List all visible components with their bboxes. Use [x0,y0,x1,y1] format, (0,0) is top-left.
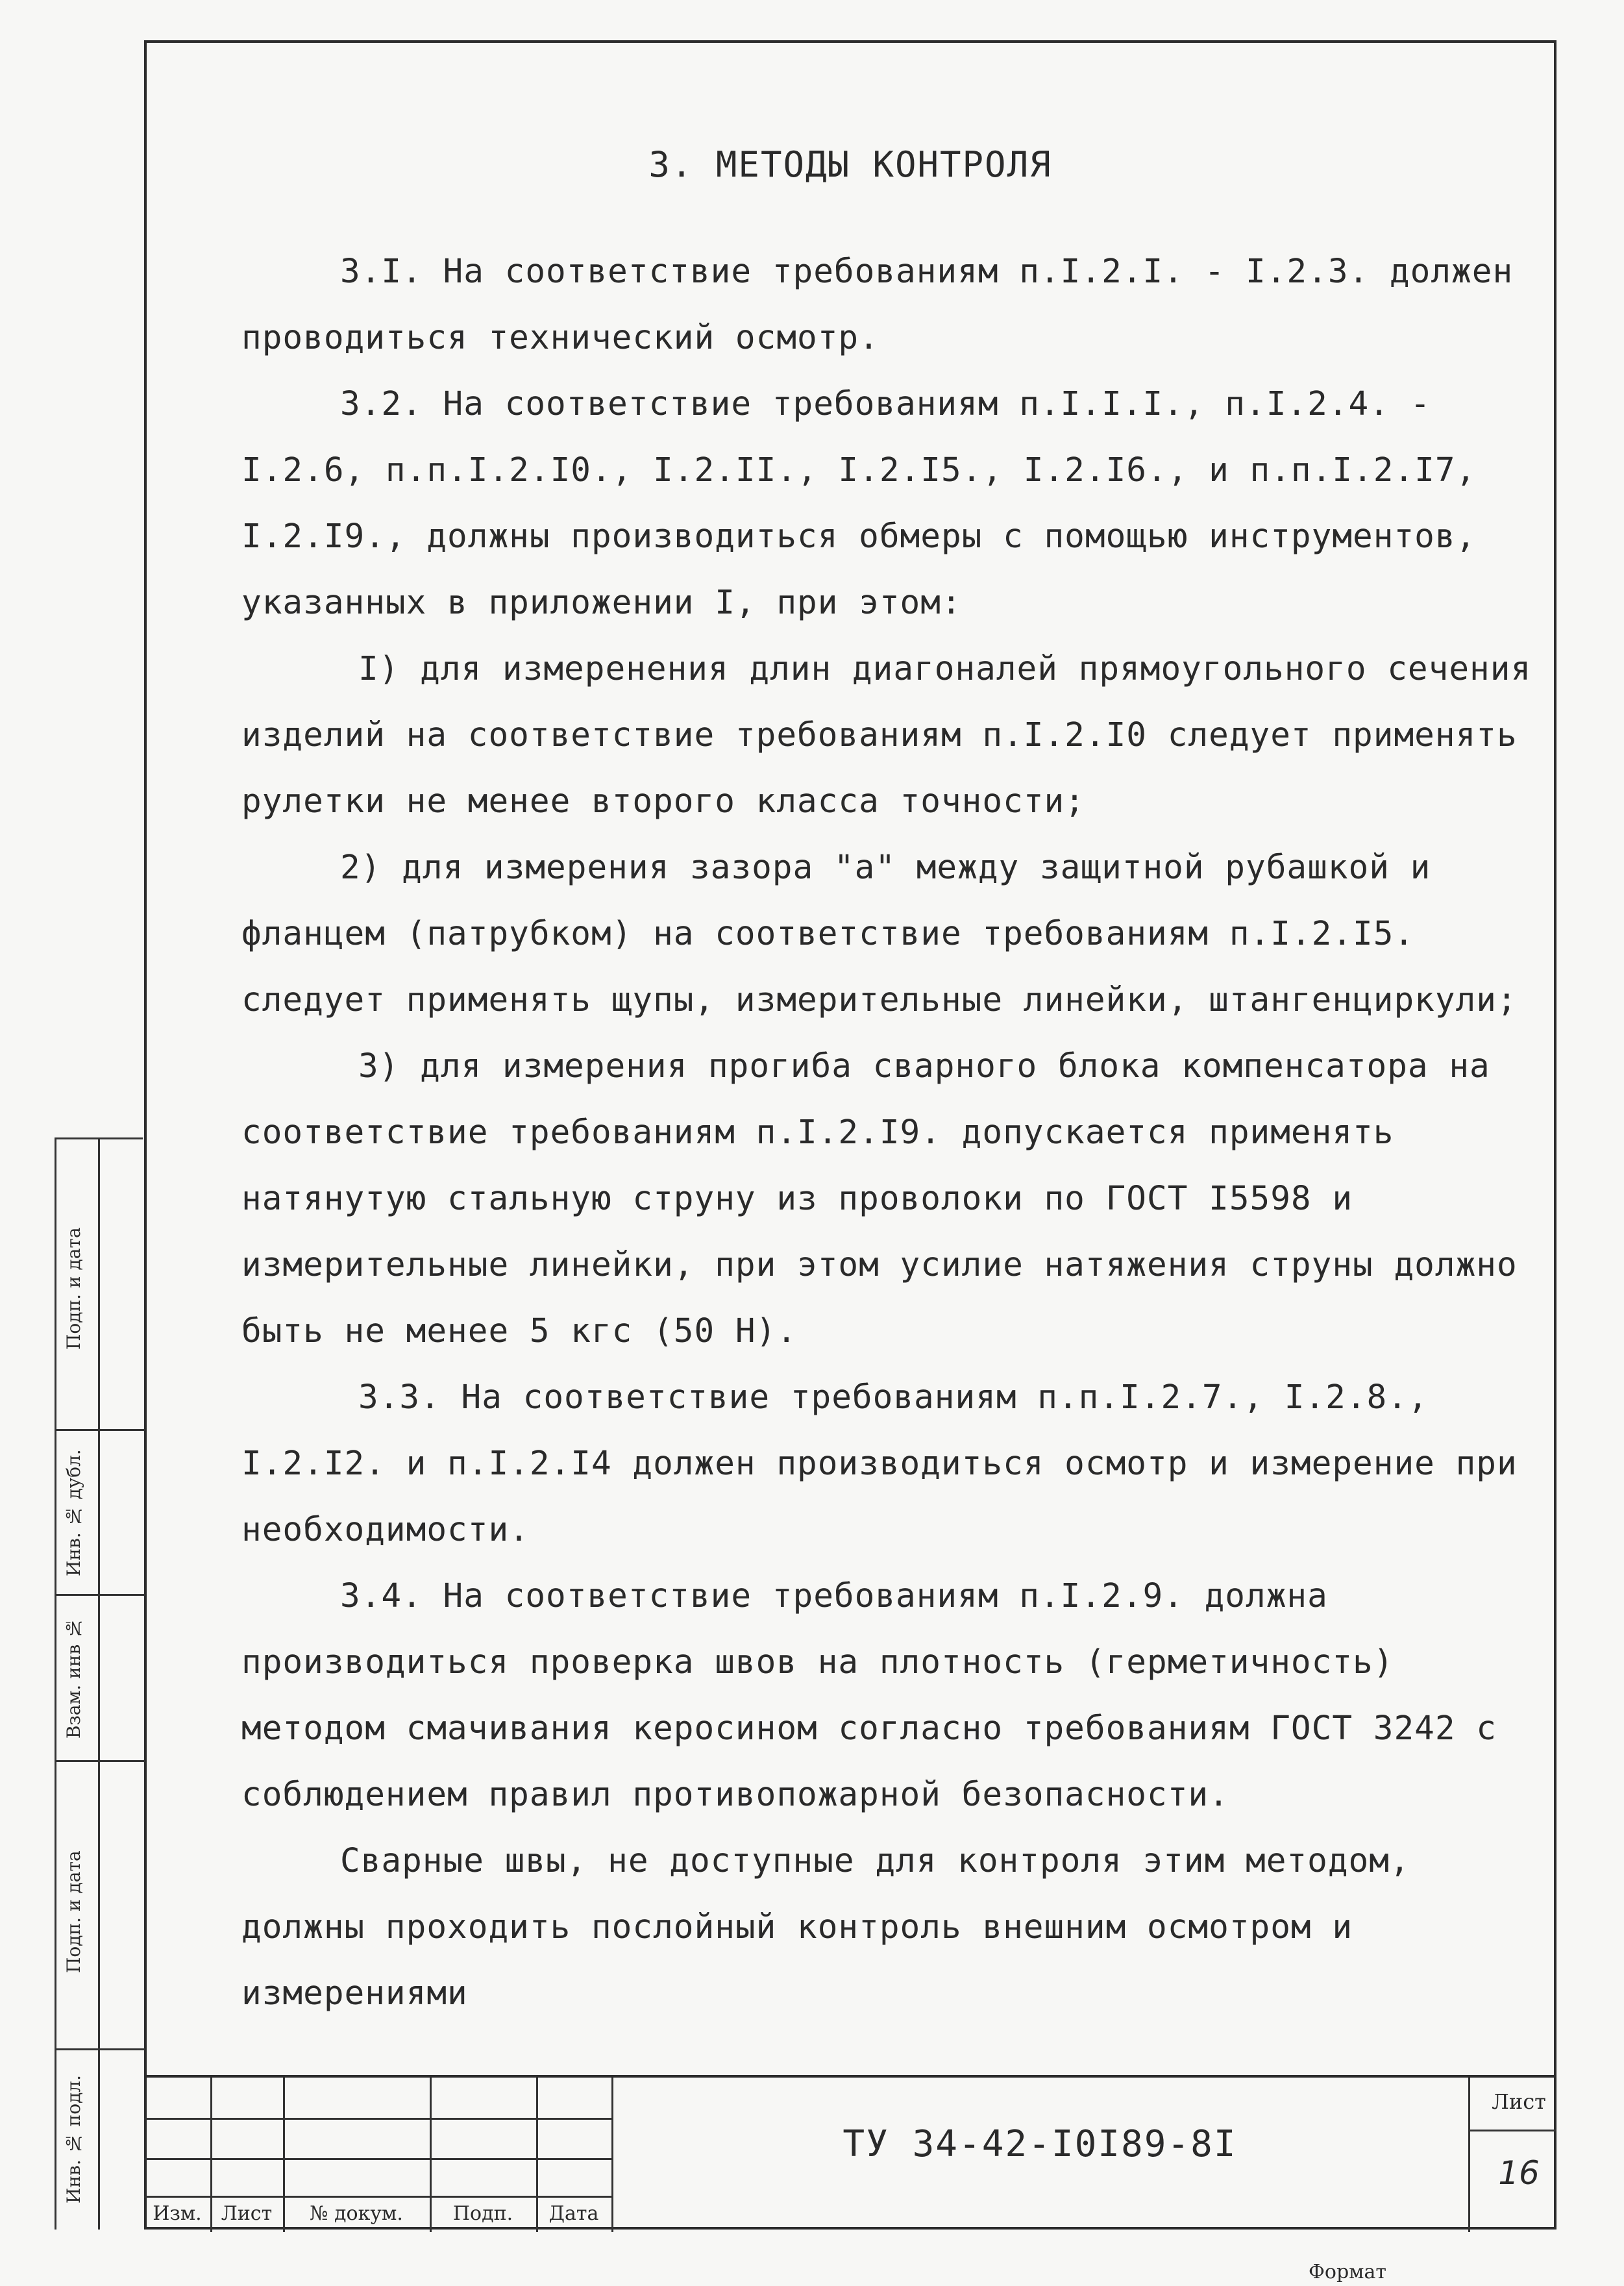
sheet-label: Лист [1492,2089,1546,2114]
side-label-vzam-inv: Взам. инв № [63,1617,84,1739]
side-stamp [55,1137,143,2230]
document-number: ТУ 34-42-I0I89-8I [843,2123,1237,2165]
title-block [144,2075,1556,2232]
paragraph-3-2: 3.2. На соответствие требованиям п.I.I.I., п.I.2.4. - I.2.6, п.п.I.2.I0., I.2.II., I.2.I5., I.2.I6., и п.п.I.2.I7, I.2.I9., должны производиться обмеры с помощью инструментов, указанных в приложении I, при этом: [241,385,1477,622]
header-n-dokum: № докум. [310,2202,403,2225]
paragraph-3-1: 3.I. На соответствие требованиям п.I.2.I. - I.2.3. должен проводиться технический осмотр. [241,253,1514,357]
side-label-inv-podl: Инв. № подл. [63,2075,84,2204]
header-data: Дата [548,2202,599,2225]
sheet-divider [1468,2130,1556,2131]
side-stamp-divider [98,1139,100,2230]
document-body [241,239,1533,2027]
list-item-2: 2) для измерения зазора "а" между защитной рубашкой и фланцем (патрубком) на соответствие требованиям п.I.2.I5. следует применять щупы, измерительные линейки, штангенциркули; [241,849,1518,1019]
side-stamp-rule [56,1760,145,1762]
title-block-column-rule [1468,2078,1470,2232]
title-block-row-rule [144,2196,611,2198]
section-title: 3. МЕТОДЫ КОНТРОЛЯ [648,144,1052,185]
side-stamp-rule [56,2048,145,2050]
paragraph-3-3: 3.3. На соответствие требованиям п.п.I.2.7., I.2.8., I.2.I2. и п.I.2.I4 должен производиться осмотр и измерение при необходимости. [241,1378,1518,1549]
list-item-1: I) для измеренения длин диагоналей прямоугольного сечения изделий на соответствие требованиям п.I.2.I0 следует применять рулетки не менее второго класса точности; [241,650,1532,821]
side-label-podp-data-2: Подп. и дата [63,1850,84,1974]
format-label: Формат [1309,2261,1386,2283]
header-list: Лист [221,2202,273,2225]
side-label-podp-data: Подп. и дата [63,1227,84,1350]
side-stamp-rule [56,1429,145,1431]
paragraph-3-4: 3.4. На соответствие требованиям п.I.2.9. должна производиться проверка швов на плотность (герметичность) методом смачивания керосином согласно требованиям ГОСТ 3242 с соблюдением правил противопожарной безопасности. [241,1577,1497,1814]
title-block-row-rule [144,2158,611,2160]
header-izm: Изм. [153,2202,202,2225]
list-item-3: 3) для измерения прогиба сварного блока компенсатора на соответствие требованиям п.I.2.I9. допускается применять натянутую стальную струну из проволоки по ГОСТ I5598 и измерительные линейки, при этом усилие натяжения струны должно быть не менее 5 кгс (50 Н). [241,1047,1518,1350]
sheet-number: 16 [1498,2154,1540,2192]
paragraph-welds: Сварные швы, не доступные для контроля этим методом, должны проходить послойный контроль внешним осмотром и измерениями [241,1842,1410,2013]
title-block-row-rule [144,2118,611,2120]
side-stamp-rule [56,1594,145,1596]
side-label-inv-dubl: Инв. № дубл. [63,1449,84,1576]
header-podp: Подп. [452,2202,513,2225]
